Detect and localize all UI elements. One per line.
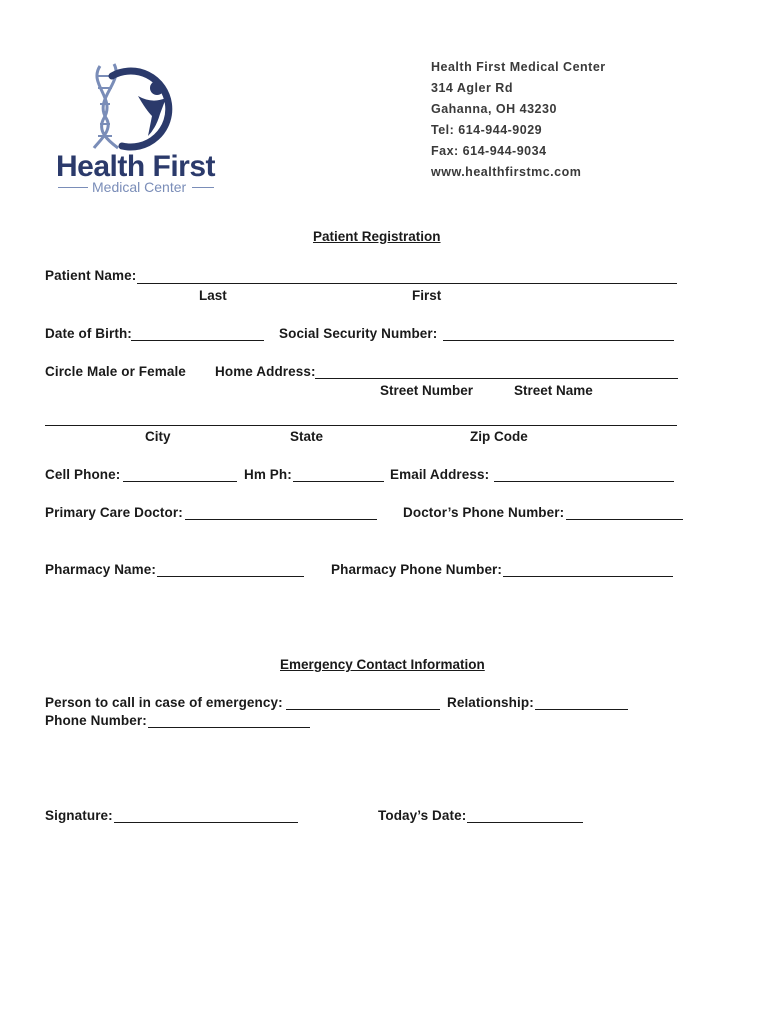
clinic-tel: Tel: 614-944-9029 <box>431 123 543 137</box>
ssn-field[interactable] <box>443 340 674 341</box>
logo-tagline: Medical Center <box>92 179 187 195</box>
emergency-heading: Emergency Contact Information <box>280 657 485 672</box>
todays-date-label: Today’s Date: <box>378 808 467 823</box>
pharmacy-name-field[interactable] <box>157 576 304 577</box>
sex-selector[interactable]: Circle Male or Female <box>45 364 186 379</box>
zip-caption: Zip Code <box>470 429 528 444</box>
home-phone-label: Hm Ph: <box>244 467 292 482</box>
ssn-label: Social Security Number: <box>279 326 438 341</box>
last-name-caption: Last <box>199 288 227 303</box>
patient-name-field[interactable] <box>137 283 677 284</box>
city-caption: City <box>145 429 171 444</box>
street-number-caption: Street Number <box>380 383 474 398</box>
cell-phone-field[interactable] <box>123 481 237 482</box>
signature-field[interactable] <box>114 822 298 823</box>
pharmacy-name-label: Pharmacy Name: <box>45 562 156 577</box>
logo-name: Health First <box>56 150 216 183</box>
logo-divider-right <box>192 187 214 188</box>
emergency-phone-field[interactable] <box>148 727 310 728</box>
patient-name-label: Patient Name: <box>45 268 137 283</box>
logo-divider-left <box>58 187 88 188</box>
dob-field[interactable] <box>131 340 264 341</box>
signature-label: Signature: <box>45 808 113 823</box>
clinic-fax: Fax: 614-944-9034 <box>431 144 547 158</box>
pharmacy-phone-label: Pharmacy Phone Number: <box>331 562 502 577</box>
dob-label: Date of Birth: <box>45 326 132 341</box>
doctor-phone-label: Doctor’s Phone Number: <box>403 505 565 520</box>
clinic-website[interactable]: www.healthfirstmc.com <box>431 165 582 179</box>
city-state-zip-field[interactable] <box>45 425 677 426</box>
clinic-city-state-zip: Gahanna, OH 43230 <box>431 102 557 116</box>
emergency-phone-label: Phone Number: <box>45 713 147 728</box>
relationship-label: Relationship: <box>447 695 534 710</box>
emergency-person-field[interactable] <box>286 709 440 710</box>
pharmacy-phone-field[interactable] <box>503 576 673 577</box>
form-title: Patient Registration <box>313 229 441 244</box>
home-address-field[interactable] <box>315 378 678 379</box>
home-phone-field[interactable] <box>293 481 384 482</box>
clinic-logo <box>52 58 222 200</box>
email-field[interactable] <box>494 481 674 482</box>
state-caption: State <box>290 429 324 444</box>
clinic-street: 314 Agler Rd <box>431 81 513 95</box>
first-name-caption: First <box>412 288 442 303</box>
pcp-field[interactable] <box>185 519 377 520</box>
clinic-name: Health First Medical Center <box>431 60 606 74</box>
doctor-phone-field[interactable] <box>566 519 683 520</box>
pcp-label: Primary Care Doctor: <box>45 505 183 520</box>
cell-phone-label: Cell Phone: <box>45 467 121 482</box>
email-label: Email Address: <box>390 467 490 482</box>
street-name-caption: Street Name <box>514 383 593 398</box>
todays-date-field[interactable] <box>467 822 583 823</box>
relationship-field[interactable] <box>535 709 628 710</box>
emergency-person-label: Person to call in case of emergency: <box>45 695 283 710</box>
home-address-label: Home Address: <box>215 364 316 379</box>
